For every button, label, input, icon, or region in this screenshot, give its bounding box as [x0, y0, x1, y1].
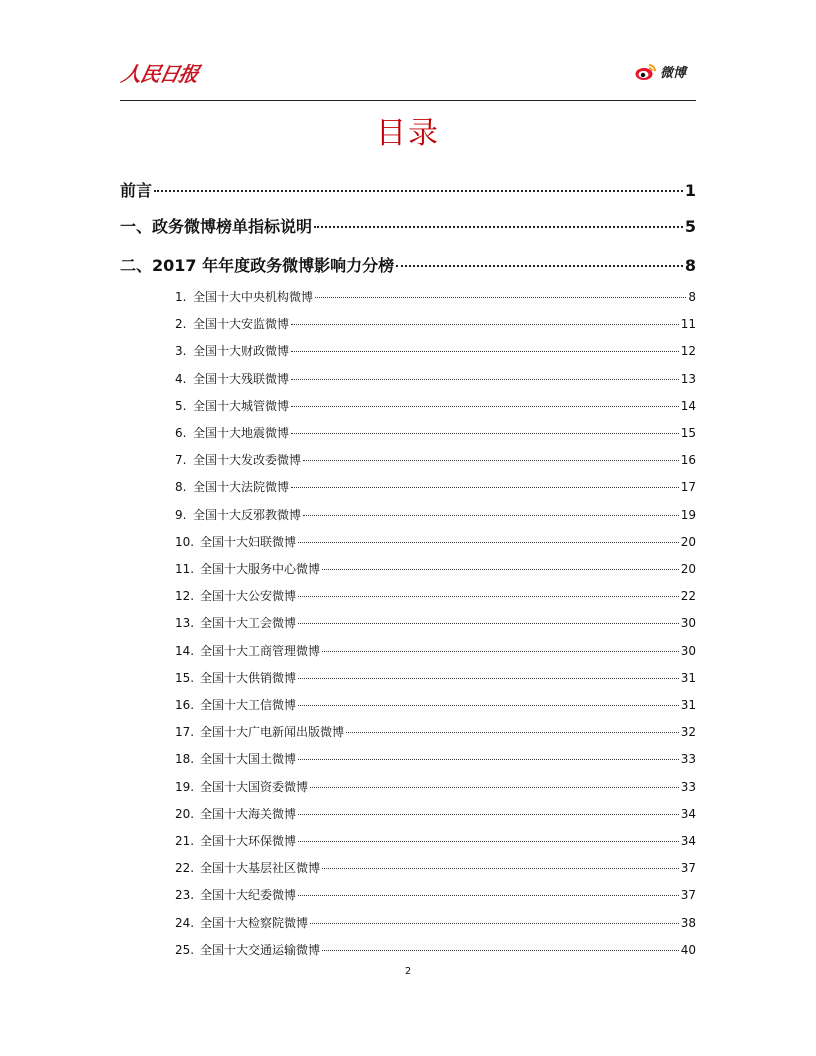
toc-entry-number: 16.: [175, 698, 195, 712]
toc-sub-entry[interactable]: [175, 778, 696, 795]
toc-entry-page: 37: [680, 861, 696, 876]
toc-entry-label: 全国十大发改委微博: [193, 453, 302, 468]
toc-main-entry[interactable]: [120, 253, 696, 276]
toc-sub-entry[interactable]: [175, 642, 696, 659]
toc-entry-number: 9.: [175, 507, 187, 522]
toc-sub-entry[interactable]: [175, 560, 696, 577]
toc-sub-entry[interactable]: [175, 451, 696, 468]
toc-entry-page: 13: [680, 371, 696, 386]
toc-entry-page: 20: [680, 534, 696, 549]
toc-leader: [303, 460, 679, 461]
toc-entry-label: 全国十大基层社区微博: [200, 861, 321, 876]
toc-entry-page: 22: [680, 589, 696, 604]
toc-entry-page: 34: [680, 834, 696, 848]
toc-leader: [322, 651, 679, 652]
toc-entry-page: 37: [680, 888, 696, 903]
toc-entry-page: 20: [680, 562, 696, 576]
people-daily-logo: 人民日报: [119, 62, 201, 86]
toc-entry-number: 14.: [175, 643, 195, 658]
toc-entry-label: 全国十大纪委微博: [200, 888, 297, 903]
toc-entry-number: 13.: [175, 616, 195, 631]
toc-sub-entry[interactable]: [175, 397, 696, 414]
toc-entry-label: 全国十大检察院微博: [200, 915, 309, 930]
toc-entry-label: 全国十大国资委微博: [200, 779, 309, 794]
toc-entry-number: 6.: [175, 426, 187, 440]
toc-leader: [291, 406, 679, 407]
toc-entry-label: 全国十大工商管理微博: [200, 643, 321, 658]
toc-entry-page: 30: [680, 643, 696, 658]
toc-entry-label: 全国十大法院微博: [193, 480, 290, 495]
toc-entry-page: 12: [680, 344, 696, 359]
toc-sub-entry[interactable]: [175, 370, 696, 387]
toc-entry-label: 全国十大地震微博: [193, 426, 290, 440]
toc-entry-label: 全国十大妇联微博: [200, 534, 297, 549]
toc-entry-page: 5: [684, 217, 696, 236]
toc-entry-page: 38: [680, 915, 696, 930]
toc-sub-entry[interactable]: [175, 478, 696, 495]
toc-entry-label: 全国十大交通运输微博: [200, 942, 321, 957]
toc-sub-entry[interactable]: [175, 805, 696, 822]
toc-sub-entry[interactable]: [175, 859, 696, 876]
toc-entry-page: 33: [680, 752, 696, 767]
toc-entry-number: 20.: [175, 806, 195, 821]
toc-entry-page: 32: [680, 725, 696, 740]
toc-entry-page: 15: [680, 426, 696, 440]
toc-entry-label: 全国十大残联微博: [193, 371, 290, 386]
toc-entry-page: 8: [684, 256, 696, 275]
toc-entry-number: 2.: [175, 317, 187, 332]
toc-entry-page: 34: [680, 806, 696, 821]
toc-sub-entry[interactable]: [175, 315, 696, 332]
toc-entry-number: 5.: [175, 398, 187, 413]
toc-leader: [291, 433, 679, 434]
footer-page-number: 2: [404, 966, 412, 977]
toc-leader: [291, 487, 679, 488]
toc-entry-label: 一、政务微博榜单指标说明: [120, 217, 313, 236]
toc-leader: [346, 732, 679, 733]
toc-sub-entry[interactable]: [175, 669, 696, 686]
page-title: 目录: [376, 116, 440, 151]
toc-entry-label: 全国十大城管微博: [193, 398, 290, 413]
toc-sub-entry[interactable]: [175, 288, 696, 305]
toc-entry-number: 24.: [175, 915, 195, 930]
toc-entry-number: 18.: [175, 752, 195, 767]
toc-main-entry[interactable]: [120, 178, 696, 201]
toc-entry-number: 25.: [175, 942, 195, 957]
toc-leader: [298, 759, 679, 760]
toc-entry-label: 全国十大中央机构微博: [193, 290, 314, 304]
toc-leader: [298, 705, 679, 706]
toc-sub-entry[interactable]: [175, 506, 696, 523]
toc-leader: [154, 190, 683, 192]
toc-entry-label: 全国十大海关微博: [200, 806, 297, 821]
toc-leader: [298, 596, 679, 597]
toc-entry-number: 7.: [175, 453, 187, 468]
toc-sub-entry[interactable]: [175, 696, 696, 713]
weibo-logo-text: 微博: [659, 66, 686, 81]
toc-entry-page: 33: [680, 779, 696, 794]
toc-sub-entry[interactable]: [175, 750, 696, 767]
toc-entry-number: 4.: [175, 371, 187, 386]
toc-entry-page: 1: [684, 181, 696, 200]
toc-entry-number: 10.: [175, 534, 195, 549]
weibo-eye-icon: [635, 63, 657, 81]
toc-entry-label: 全国十大环保微博: [200, 834, 297, 848]
toc-entry-number: 23.: [175, 888, 195, 903]
toc-leader: [310, 787, 679, 788]
toc-leader: [298, 542, 679, 543]
toc-sub-entry[interactable]: [175, 941, 696, 958]
toc-entry-page: 14: [680, 398, 696, 413]
toc-leader: [298, 895, 679, 896]
toc-sub-entry[interactable]: [175, 914, 696, 931]
toc-entry-label: 前言: [120, 181, 153, 200]
page-header: [120, 52, 696, 101]
toc-entry-number: 1.: [175, 290, 187, 304]
toc-leader: [298, 623, 679, 624]
toc-entry-page: 11: [680, 317, 696, 332]
toc-entry-number: 3.: [175, 344, 187, 359]
toc-entry-page: 30: [680, 616, 696, 631]
toc-leader: [298, 678, 679, 679]
toc-entry-page: 17: [680, 480, 696, 495]
weibo-logo: [635, 62, 686, 81]
toc-leader: [396, 265, 683, 267]
toc-entry-label: 全国十大安监微博: [193, 317, 290, 332]
toc-entry-number: 22.: [175, 861, 195, 876]
toc-entry-label: 全国十大财政微博: [193, 344, 290, 359]
toc-entry-page: 8: [688, 290, 696, 304]
toc-entry-page: 19: [680, 507, 696, 522]
toc-entry-page: 31: [680, 698, 696, 712]
toc-sub-entry[interactable]: [175, 587, 696, 604]
toc-entry-page: 16: [680, 453, 696, 468]
toc-leader: [303, 515, 679, 516]
toc-sub-entry[interactable]: [175, 342, 696, 359]
toc-entry-label: 全国十大公安微博: [200, 589, 297, 604]
toc-leader: [291, 351, 679, 352]
toc-leader: [322, 868, 679, 869]
toc-entry-number: 8.: [175, 480, 187, 495]
toc-entry-label: 全国十大供销微博: [200, 670, 297, 685]
toc-entry-number: 12.: [175, 589, 195, 604]
toc-sub-entry[interactable]: [175, 723, 696, 740]
toc-leader: [314, 226, 683, 228]
toc-entry-label: 全国十大工信微博: [200, 698, 297, 712]
toc-main-entry[interactable]: [120, 214, 696, 237]
toc-sub-entry[interactable]: [175, 614, 696, 631]
toc-entry-label: 全国十大工会微博: [200, 616, 297, 631]
toc-entry-page: 40: [680, 942, 696, 957]
toc-entry-label: 全国十大反邪教微博: [193, 507, 302, 522]
toc-leader: [322, 569, 679, 570]
toc-leader: [322, 950, 679, 951]
toc-entry-page: 31: [680, 670, 696, 685]
toc-leader: [315, 297, 686, 298]
toc-leader: [310, 923, 679, 924]
toc-sub-entry[interactable]: [175, 886, 696, 903]
toc-sub-entry[interactable]: [175, 533, 696, 550]
toc-leader: [291, 324, 679, 325]
toc-entry-label: 全国十大国土微博: [200, 752, 297, 767]
toc-entry-number: 21.: [175, 834, 195, 848]
toc-leader: [298, 814, 679, 815]
toc-entry-number: 15.: [175, 670, 195, 685]
toc-entry-label: 二、2017 年年度政务微博影响力分榜: [120, 256, 395, 275]
toc-sub-entry[interactable]: [175, 424, 696, 441]
toc-leader: [291, 379, 679, 380]
toc-entry-number: 19.: [175, 779, 195, 794]
toc-entry-label: 全国十大广电新闻出版微博: [200, 725, 345, 740]
toc-entry-label: 全国十大服务中心微博: [200, 562, 321, 576]
toc-entry-number: 17.: [175, 725, 195, 740]
toc-sub-entry[interactable]: [175, 832, 696, 849]
toc-entry-number: 11.: [175, 562, 195, 576]
toc-leader: [298, 841, 679, 842]
